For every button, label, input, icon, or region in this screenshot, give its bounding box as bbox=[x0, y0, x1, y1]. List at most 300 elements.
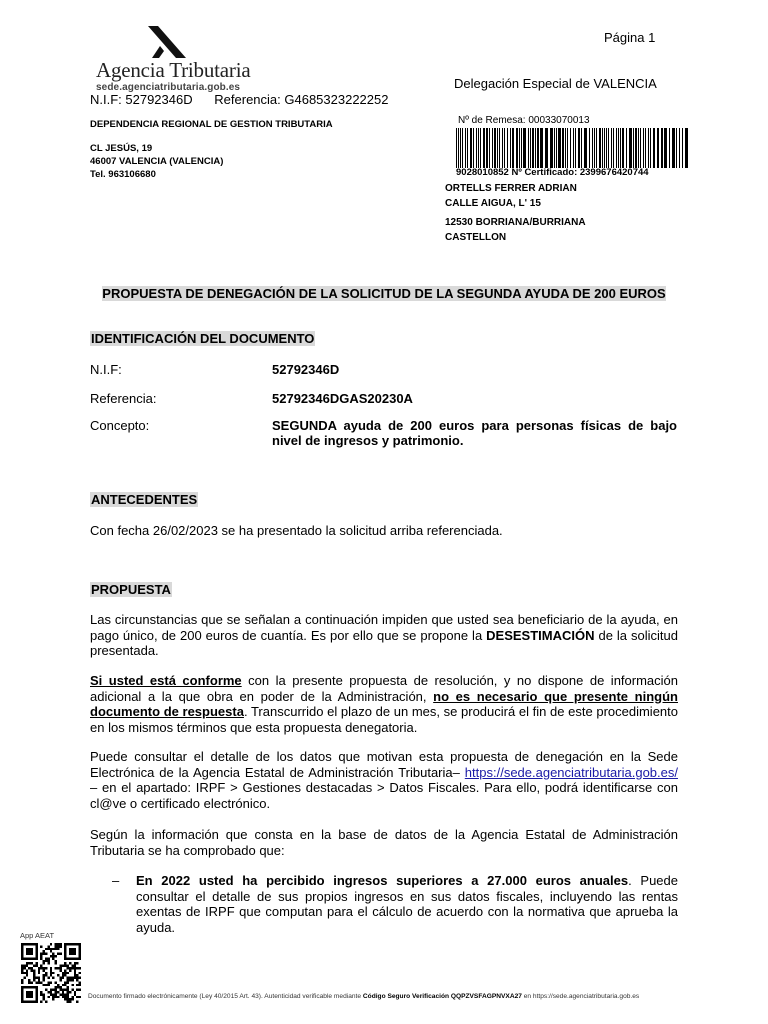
qr-module bbox=[47, 960, 49, 962]
barcode-bar bbox=[462, 128, 463, 168]
qr-module bbox=[76, 1001, 78, 1003]
recipient-line: CASTELLON bbox=[445, 232, 507, 243]
barcode-bar bbox=[578, 128, 580, 168]
qr-module bbox=[50, 974, 52, 976]
qr-module bbox=[55, 986, 57, 988]
qr-module bbox=[47, 981, 49, 983]
barcode-bar bbox=[672, 128, 675, 168]
barcode-bar bbox=[460, 128, 461, 168]
barcode-bar bbox=[516, 128, 518, 168]
recipient-line: 12530 BORRIANA/BURRIANA bbox=[445, 217, 586, 228]
qr-module bbox=[33, 977, 35, 979]
qr-module bbox=[57, 945, 59, 947]
qr-module bbox=[71, 965, 73, 967]
qr-module bbox=[79, 984, 81, 986]
qr-module bbox=[69, 979, 71, 981]
qr-module bbox=[57, 967, 59, 969]
barcode-bar bbox=[633, 128, 634, 168]
remesa-number: Nº de Remesa: 00033070013 bbox=[458, 115, 590, 126]
qr-module bbox=[67, 981, 69, 983]
qr-module bbox=[55, 955, 57, 957]
antecedentes-heading: ANTECEDENTES bbox=[91, 492, 198, 507]
agencia-tributaria-logo-icon bbox=[142, 24, 190, 60]
qr-module bbox=[50, 993, 52, 995]
barcode-bar bbox=[483, 128, 485, 168]
barcode-bar bbox=[608, 128, 609, 168]
sede-link[interactable]: https://sede.agenciatributaria.gob.es/ bbox=[464, 764, 678, 780]
qr-module bbox=[45, 989, 47, 991]
qr-module bbox=[76, 962, 78, 964]
qr-module bbox=[55, 945, 57, 947]
barcode-bar bbox=[499, 128, 500, 168]
qr-module bbox=[50, 972, 52, 974]
qr-module bbox=[50, 955, 52, 957]
qr-module bbox=[33, 974, 35, 976]
sender-line: CL JESÚS, 19 bbox=[90, 143, 153, 154]
qr-module bbox=[23, 967, 25, 969]
barcode-bar bbox=[556, 128, 557, 168]
qr-module bbox=[69, 1001, 71, 1003]
qr-module bbox=[35, 977, 37, 979]
qr-module bbox=[55, 989, 57, 991]
qr-module bbox=[47, 962, 49, 964]
barcode-bar bbox=[648, 128, 649, 168]
qr-module bbox=[57, 996, 59, 998]
barcode-bar bbox=[545, 128, 548, 168]
qr-module bbox=[50, 969, 52, 971]
barcode-bar bbox=[478, 128, 479, 168]
qr-module bbox=[50, 981, 52, 983]
qr-module bbox=[62, 984, 64, 986]
qr-module bbox=[21, 965, 23, 967]
barcode-bar bbox=[470, 128, 472, 168]
recipient-line: CALLE AIGUA, L' 15 bbox=[445, 198, 541, 209]
qr-module bbox=[62, 991, 64, 993]
text-span: Las circunstancias que se señalan a continuación impiden que usted sea beneficiario de la ayuda, en pago único, de 200 euros de cuantía. Es por ello que se propone la bbox=[90, 612, 678, 643]
barcode-icon bbox=[456, 128, 688, 168]
qr-module bbox=[59, 967, 61, 969]
barcode-caption: 9028010852 Nº Certificado: 2399676420744 bbox=[456, 167, 649, 178]
qr-module bbox=[74, 967, 76, 969]
propuesta-paragraph-3 bbox=[90, 749, 678, 811]
qr-module bbox=[45, 948, 47, 950]
barcode-bar bbox=[602, 128, 603, 168]
qr-module bbox=[55, 948, 57, 950]
dependencia: DEPENDENCIA REGIONAL DE GESTION TRIBUTARIA bbox=[90, 119, 333, 130]
qr-module bbox=[40, 955, 42, 957]
qr-module bbox=[59, 943, 61, 945]
qr-module bbox=[43, 977, 45, 979]
nif-value: 52792346D bbox=[272, 362, 340, 377]
document-title-text: PROPUESTA DE DENEGACIÓN DE LA SOLICITUD DE LA SEGUNDA AYUDA DE 200 EUROS bbox=[102, 286, 666, 301]
qr-module bbox=[64, 972, 66, 974]
qr-module bbox=[52, 977, 54, 979]
qr-module bbox=[33, 979, 35, 981]
qr-module bbox=[43, 950, 45, 952]
qr-module bbox=[57, 943, 59, 945]
qr-module bbox=[26, 991, 33, 998]
barcode-bar bbox=[629, 128, 632, 168]
barcode-bar bbox=[550, 128, 553, 168]
qr-module bbox=[45, 974, 47, 976]
qr-module bbox=[62, 996, 64, 998]
text-span: Puede consultar el detalle de los datos que motivan esta propuesta de denegación en la Sede Electrónica de la Agencia Estatal de Administración Tributaria– bbox=[90, 749, 678, 780]
qr-module bbox=[47, 984, 49, 986]
qr-module bbox=[52, 993, 54, 995]
qr-module bbox=[69, 967, 71, 969]
barcode-bar bbox=[626, 128, 627, 168]
qr-module bbox=[52, 989, 54, 991]
qr-module bbox=[71, 977, 73, 979]
qr-module bbox=[71, 998, 73, 1000]
qr-module bbox=[59, 969, 61, 971]
qr-module bbox=[55, 981, 57, 983]
qr-module bbox=[45, 960, 47, 962]
referencia-value: 52792346DGAS20230A bbox=[272, 391, 413, 406]
concepto-label: Concepto: bbox=[90, 418, 150, 433]
qr-module bbox=[40, 945, 42, 947]
qr-module bbox=[79, 989, 81, 991]
qr-module bbox=[67, 989, 69, 991]
qr-module bbox=[55, 996, 57, 998]
barcode-bar bbox=[473, 128, 474, 168]
qr-module bbox=[26, 972, 28, 974]
qr-module bbox=[79, 996, 81, 998]
text-span: Documento firmado electrónicamente (Ley 40/2015 Art. 43). Autenticidad verificable mediante bbox=[88, 993, 363, 1000]
recipient-address bbox=[445, 181, 586, 245]
qr-module bbox=[28, 979, 30, 981]
qr-module bbox=[79, 981, 81, 983]
barcode-bar bbox=[512, 128, 514, 168]
barcode-bar bbox=[618, 128, 619, 168]
qr-module bbox=[50, 948, 52, 950]
footer-signature bbox=[88, 993, 639, 1000]
qr-module bbox=[76, 984, 78, 986]
qr-module bbox=[64, 962, 66, 964]
qr-module bbox=[33, 969, 35, 971]
barcode-bar bbox=[497, 128, 498, 168]
barcode-bar bbox=[613, 128, 614, 168]
qr-module bbox=[45, 972, 47, 974]
qr-module bbox=[64, 969, 66, 971]
barcode-bar bbox=[584, 128, 587, 168]
qr-module bbox=[62, 965, 64, 967]
qr-module bbox=[64, 984, 66, 986]
qr-module bbox=[57, 953, 59, 955]
qr-module bbox=[38, 981, 40, 983]
qr-module bbox=[69, 969, 71, 971]
qr-module bbox=[57, 986, 59, 988]
qr-module bbox=[50, 991, 52, 993]
qr-module bbox=[35, 965, 37, 967]
barcode-bar bbox=[661, 128, 663, 168]
qr-module bbox=[40, 957, 42, 959]
qr-module bbox=[74, 965, 76, 967]
barcode-bar bbox=[504, 128, 505, 168]
barcode-bar bbox=[521, 128, 522, 168]
qr-module bbox=[45, 967, 47, 969]
desestimacion-text: DESESTIMACIÓN bbox=[486, 627, 595, 643]
barcode-bar bbox=[510, 128, 511, 168]
barcode-bar bbox=[570, 128, 571, 168]
qr-module bbox=[35, 981, 37, 983]
barcode-bar bbox=[622, 128, 624, 168]
barcode-bar bbox=[489, 128, 490, 168]
qr-module bbox=[64, 996, 66, 998]
qr-module bbox=[26, 965, 28, 967]
barcode-bar bbox=[657, 128, 659, 168]
qr-module bbox=[62, 993, 64, 995]
propuesta-heading: PROPUESTA bbox=[91, 582, 171, 597]
qr-module bbox=[47, 945, 49, 947]
qr-module bbox=[28, 962, 30, 964]
barcode-bar bbox=[650, 128, 651, 168]
app-aeat-label: App AEAT bbox=[20, 931, 55, 940]
qr-module bbox=[40, 981, 42, 983]
qr-module bbox=[45, 957, 47, 959]
qr-module bbox=[21, 979, 23, 981]
qr-module bbox=[64, 993, 66, 995]
qr-module bbox=[64, 974, 66, 976]
qr-module bbox=[43, 993, 45, 995]
qr-module bbox=[40, 953, 42, 955]
qr-module bbox=[31, 962, 33, 964]
qr-module bbox=[67, 1001, 69, 1003]
qr-module bbox=[33, 965, 35, 967]
qr-module bbox=[69, 998, 71, 1000]
barcode-bar bbox=[594, 128, 595, 168]
barcode-bar bbox=[599, 128, 601, 168]
qr-module bbox=[47, 957, 49, 959]
qr-module bbox=[59, 965, 61, 967]
barcode-bar bbox=[458, 128, 459, 168]
qr-module bbox=[31, 969, 33, 971]
barcode-bar bbox=[620, 128, 621, 168]
propuesta-paragraph-2 bbox=[90, 673, 678, 735]
qr-module bbox=[74, 991, 76, 993]
qr-module bbox=[67, 998, 69, 1000]
qr-module bbox=[79, 977, 81, 979]
qr-module bbox=[69, 962, 71, 964]
barcode-bar bbox=[638, 128, 639, 168]
bullet-dash: – bbox=[112, 873, 120, 888]
qr-module bbox=[21, 972, 23, 974]
text-span: en https://sede.agenciatributaria.gob.es bbox=[521, 993, 640, 1000]
barcode-bar bbox=[596, 128, 597, 168]
barcode-bar bbox=[562, 128, 564, 168]
qr-module bbox=[40, 965, 42, 967]
document-title bbox=[90, 286, 678, 301]
qr-module bbox=[74, 974, 76, 976]
qr-module bbox=[47, 977, 49, 979]
qr-module bbox=[38, 979, 40, 981]
barcode-bar bbox=[676, 128, 677, 168]
sender-address bbox=[90, 142, 223, 181]
qr-module bbox=[57, 984, 59, 986]
qr-module bbox=[76, 967, 78, 969]
ingresos-text: En 2022 usted ha percibido ingresos superiores a 27.000 euros anuales bbox=[136, 873, 629, 888]
barcode-bar bbox=[476, 128, 477, 168]
qr-module bbox=[64, 989, 66, 991]
qr-module bbox=[64, 965, 66, 967]
delegacion: Delegación Especial de VALENCIA bbox=[454, 76, 657, 91]
sender-line: Tel. 963106680 bbox=[90, 169, 156, 180]
qr-module bbox=[69, 977, 71, 979]
barcode-bar bbox=[465, 128, 466, 168]
barcode-bar bbox=[554, 128, 555, 168]
qr-module bbox=[52, 955, 54, 957]
qr-module bbox=[43, 974, 45, 976]
qr-module bbox=[52, 948, 54, 950]
qr-module bbox=[55, 962, 57, 964]
barcode-bar bbox=[502, 128, 503, 168]
barcode-bar bbox=[486, 128, 488, 168]
barcode-bar bbox=[581, 128, 582, 168]
qr-code-icon bbox=[21, 943, 81, 1003]
barcode-bar bbox=[573, 128, 574, 168]
qr-module bbox=[59, 945, 61, 947]
qr-module bbox=[26, 962, 28, 964]
barcode-bar bbox=[492, 128, 493, 168]
barcode-bar bbox=[467, 128, 468, 168]
barcode-bar bbox=[592, 128, 593, 168]
qr-module bbox=[52, 972, 54, 974]
barcode-bar bbox=[567, 128, 568, 168]
qr-module bbox=[40, 1001, 42, 1003]
qr-module bbox=[38, 969, 40, 971]
qr-module bbox=[40, 967, 42, 969]
csv-code: Código Seguro Verificación QQPZVSFAGPNVXA27 bbox=[362, 993, 522, 1000]
qr-module bbox=[76, 974, 78, 976]
qr-module bbox=[50, 943, 52, 945]
no-documento-text: no es necesario que presente ningún documento de respuesta bbox=[90, 688, 678, 719]
qr-module bbox=[43, 960, 45, 962]
propuesta-paragraph-4: Según la información que consta en la base de datos de la Agencia Estatal de Administración Tributaria se ha comprobado que: bbox=[90, 827, 678, 858]
agency-url: sede.agenciatributaria.gob.es bbox=[96, 82, 241, 93]
qr-module bbox=[62, 972, 64, 974]
qr-module bbox=[74, 962, 76, 964]
barcode-bar bbox=[664, 128, 667, 168]
barcode-bar bbox=[530, 128, 531, 168]
barcode-bar bbox=[685, 128, 688, 168]
conforme-text: Si usted está conforme bbox=[90, 673, 242, 688]
qr-module bbox=[43, 967, 45, 969]
barcode-bar bbox=[606, 128, 607, 168]
qr-module bbox=[62, 974, 64, 976]
qr-module bbox=[26, 974, 28, 976]
qr-module bbox=[23, 972, 25, 974]
barcode-bar bbox=[523, 128, 526, 168]
qr-module bbox=[52, 957, 54, 959]
qr-module bbox=[45, 1001, 47, 1003]
qr-module bbox=[50, 989, 52, 991]
qr-module bbox=[26, 948, 33, 955]
qr-module bbox=[52, 996, 54, 998]
qr-module bbox=[45, 984, 47, 986]
qr-module bbox=[28, 981, 30, 983]
qr-module bbox=[67, 979, 69, 981]
barcode-bar bbox=[535, 128, 536, 168]
qr-module bbox=[76, 979, 78, 981]
barcode-bar bbox=[616, 128, 617, 168]
text-span: con la presente propuesta de resolución, y no dispone de información adicional a la que obra en poder de la Administración, bbox=[90, 673, 678, 704]
qr-module bbox=[71, 979, 73, 981]
barcode-bar bbox=[532, 128, 534, 168]
qr-module bbox=[64, 998, 66, 1000]
qr-module bbox=[74, 972, 76, 974]
text-span: . Puede consultar el detalle de sus propios ingresos en sus datos fiscales, incluyendo las rentas exentas de IRPF que computan para el cálculo de acuerdo con la normativa que aprueba la ayuda. bbox=[136, 873, 678, 935]
text-span: de la solicitud presentada. bbox=[90, 627, 678, 658]
qr-module bbox=[21, 981, 23, 983]
qr-module bbox=[43, 969, 45, 971]
concepto-value: SEGUNDA ayuda de 200 euros para personas físicas de bajo nivel de ingresos y patrimonio. bbox=[272, 418, 677, 448]
qr-module bbox=[71, 996, 73, 998]
qr-module bbox=[74, 977, 76, 979]
identificacion-heading: IDENTIFICACIÓN DEL DOCUMENTO bbox=[91, 331, 315, 346]
qr-module bbox=[76, 977, 78, 979]
qr-module bbox=[43, 996, 45, 998]
barcode-bar bbox=[611, 128, 612, 168]
qr-module bbox=[47, 996, 49, 998]
qr-module bbox=[67, 993, 69, 995]
propuesta-paragraph-1 bbox=[90, 612, 678, 659]
barcode-bar bbox=[653, 128, 655, 168]
barcode-bar bbox=[558, 128, 561, 168]
qr-module bbox=[23, 965, 25, 967]
barcode-bar bbox=[679, 128, 680, 168]
barcode-bar bbox=[494, 128, 496, 168]
referencia-label: Referencia: bbox=[90, 391, 157, 406]
qr-module bbox=[55, 991, 57, 993]
barcode-bar bbox=[575, 128, 576, 168]
qr-module bbox=[57, 974, 59, 976]
qr-module bbox=[43, 979, 45, 981]
barcode-bar bbox=[519, 128, 520, 168]
qr-module bbox=[35, 962, 37, 964]
qr-module bbox=[57, 948, 59, 950]
barcode-bar bbox=[565, 128, 566, 168]
qr-module bbox=[26, 969, 28, 971]
qr-module bbox=[59, 993, 61, 995]
qr-module bbox=[59, 953, 61, 955]
qr-module bbox=[74, 969, 76, 971]
qr-module bbox=[38, 967, 40, 969]
qr-module bbox=[40, 993, 42, 995]
qr-module bbox=[38, 972, 40, 974]
qr-module bbox=[21, 969, 23, 971]
text-span: . Transcurrido el plazo de un mes, se producirá el fin de este procedimiento en los mismos términos que esta propuesta denegatoria. bbox=[90, 704, 678, 735]
qr-module bbox=[55, 967, 57, 969]
qr-module bbox=[47, 948, 49, 950]
qr-module bbox=[38, 977, 40, 979]
qr-module bbox=[33, 972, 35, 974]
text-span: – en el apartado: IRPF > Gestiones destacadas > Datos Fiscales. Para ello, podrá identificarse con cl@ve o certificado electrónico. bbox=[90, 780, 678, 811]
qr-module bbox=[59, 977, 61, 979]
qr-module bbox=[55, 993, 57, 995]
qr-module bbox=[59, 979, 61, 981]
qr-module bbox=[67, 996, 69, 998]
qr-module bbox=[62, 989, 64, 991]
qr-module bbox=[43, 984, 45, 986]
qr-module bbox=[57, 991, 59, 993]
barcode-bar bbox=[669, 128, 670, 168]
qr-module bbox=[69, 991, 71, 993]
qr-module bbox=[52, 998, 54, 1000]
qr-module bbox=[43, 953, 45, 955]
qr-module bbox=[74, 993, 76, 995]
barcode-bar bbox=[456, 128, 457, 168]
qr-module bbox=[59, 989, 61, 991]
